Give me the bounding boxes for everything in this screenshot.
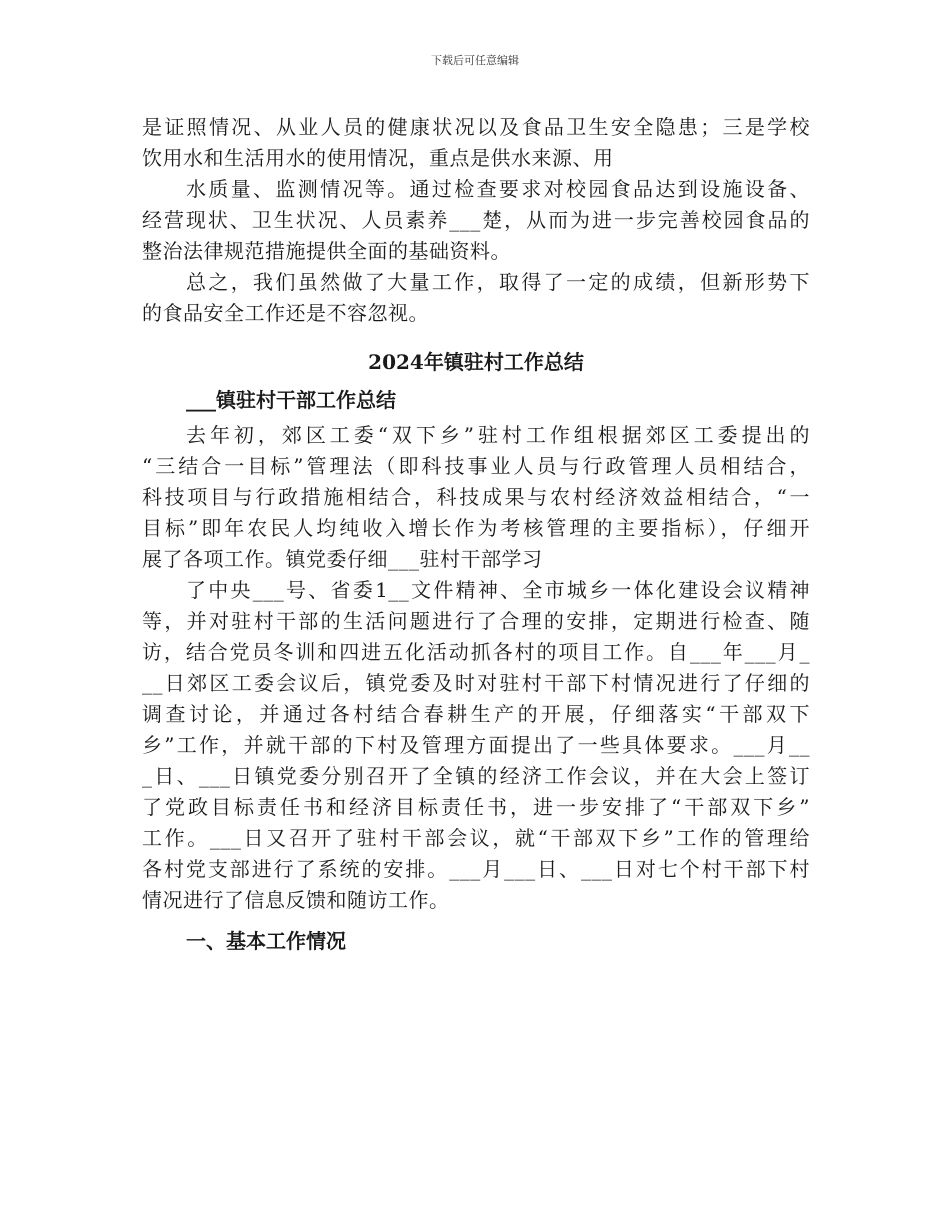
document-title: 2024年镇驻村工作总结 — [368, 350, 584, 374]
paragraph-water — [142, 174, 810, 267]
text-line: 经营现状、卫生状况、人员素养___楚，从而为进一步完善校园食品的 — [142, 208, 810, 232]
text-line: 了党政目标责任书和经济目标责任书，进一步安排了“干部双下乡” — [142, 795, 810, 819]
text-line: 工作。___日又召开了驻村干部会议，就“干部双下乡”工作的管理给 — [142, 826, 810, 850]
text-line: 调查讨论，并通过各村结合春耕生产的开展，仔细落实“干部双下 — [142, 702, 810, 726]
paragraph-intro — [142, 420, 810, 575]
text-line: __日郊区工委会议后，镇党委及时对驻村干部下村情况进行了仔细的 — [142, 671, 810, 695]
text-line: 目标”即年农民人均纯收入增长作为考核管理的主要指标），仔细开 — [142, 516, 810, 540]
text-line: 各村党支部进行了系统的安排。___月___日、___日对七个村干部下村 — [142, 857, 810, 881]
document-body — [142, 112, 810, 957]
text-line: 等，并对驻村干部的生活问题进行了合理的安排，定期进行检查、随 — [142, 609, 810, 633]
paragraph-details — [142, 575, 810, 916]
text-line: _日、___日镇党委分别召开了全镇的经济工作会议，并在大会上签订 — [142, 764, 810, 788]
text-line: 了中央___号、省委1__文件精神、全市城乡一体化建设会议精神 — [186, 578, 810, 602]
text-line: 展了各项工作。镇党委仔细___驻村干部学习 — [142, 547, 543, 571]
text-line: 科技项目与行政措施相结合，科技成果与农村经济效益相结合，“一 — [142, 485, 810, 509]
text-line: 去年初，郊区工委“双下乡”驻村工作组根据郊区工委提出的 — [186, 423, 810, 447]
text-line: “三结合一目标”管理法（即科技事业人员与行政管理人员相结合， — [142, 454, 810, 478]
text-line: 总之，我们虽然做了大量工作，取得了一定的成绩，但新形势下 — [186, 270, 810, 294]
section-heading: 一、基本工作情况 — [186, 929, 346, 953]
page-header: 下载后可任意编辑 — [431, 54, 519, 67]
text-line: 整治法律规范措施提供全面的基础资料。 — [142, 239, 511, 263]
text-line: 乡”工作，并就干部的下村及管理方面提出了一些具体要求。___月__ — [142, 733, 810, 757]
text-line: 饮用水和生活用水的使用情况，重点是供水来源、用 — [142, 146, 614, 170]
text-line: 是证照情况、从业人员的健康状况以及食品卫生安全隐患；三是学校 — [142, 115, 810, 139]
text-line: 情况进行了信息反馈和随访工作。 — [142, 888, 450, 912]
text-line: 访，结合党员冬训和四进五化活动抓各村的项目工作。自___年___月_ — [142, 640, 810, 664]
paragraph-top — [142, 112, 810, 174]
text-line: 的食品安全工作还是不容忽视。 — [142, 301, 429, 325]
text-line: 水质量、监测情况等。通过检查要求对校园食品达到设施设备、 — [186, 177, 810, 201]
document-subheading: ___镇驻村干部工作总结 — [186, 388, 396, 412]
paragraph-conclusion — [142, 267, 810, 329]
